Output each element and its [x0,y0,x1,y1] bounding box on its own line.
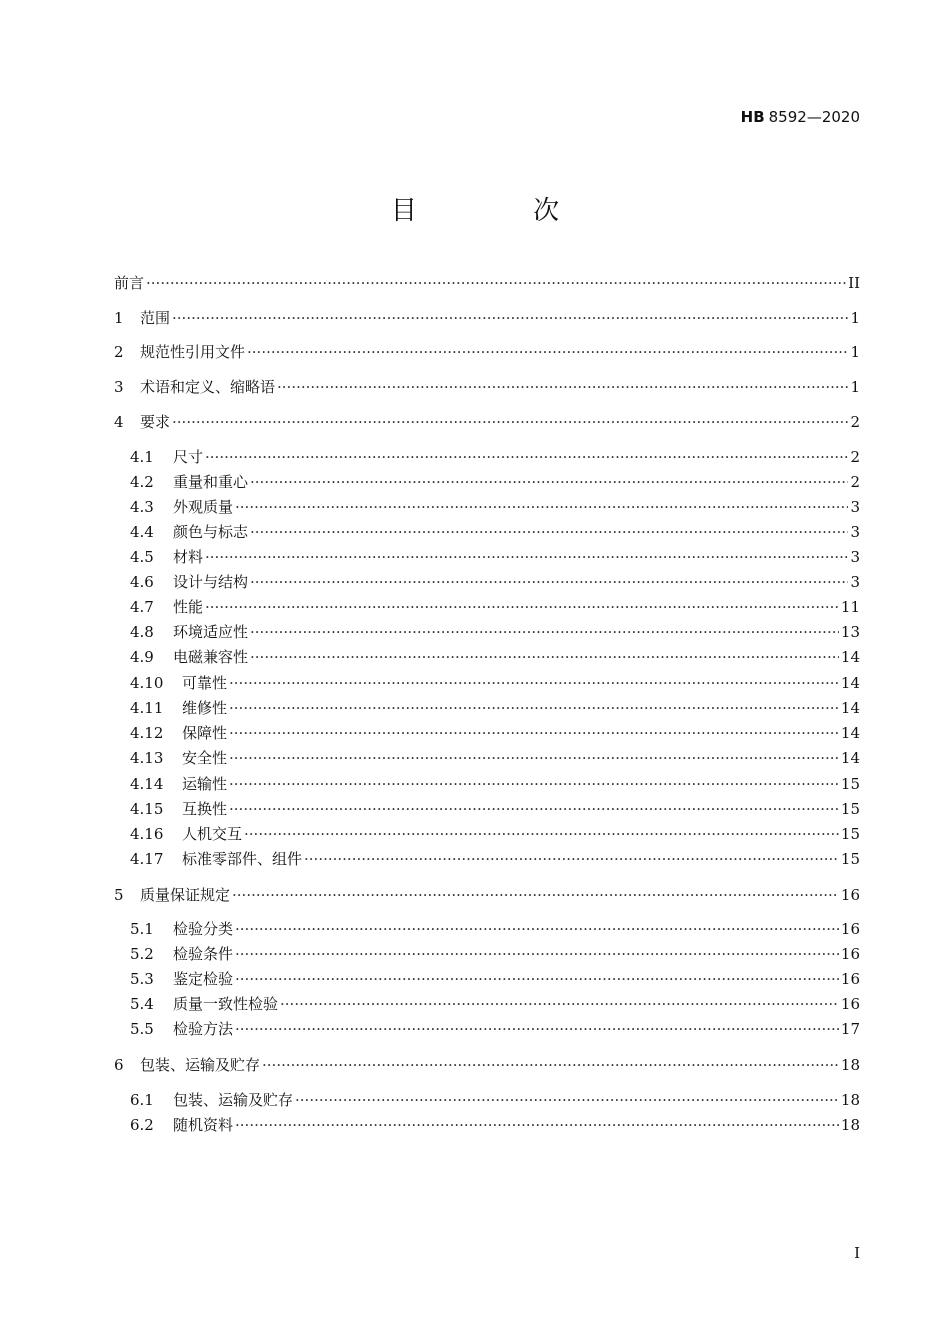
toc-entry[interactable] [130,944,860,964]
toc-entry-label: 性能 [173,598,204,616]
toc-entry-page: 18 [840,1056,860,1074]
toc-entry-number: 4.12 [130,724,164,742]
toc-entry-label: 材料 [173,548,204,566]
toc-entry-number: 6.2 [130,1116,154,1134]
toc-entry-page: 17 [840,1020,860,1038]
toc-entry-label: 鉴定检验 [173,970,234,988]
toc-entry-number: 6 [114,1056,124,1074]
toc-entry-label: 包装、运输及贮存 [140,1056,261,1074]
toc-entry-label: 范围 [140,309,171,327]
toc-entry-page: 15 [840,850,860,868]
toc-entry-label: 安全性 [182,749,228,767]
toc-leader-dots [205,597,839,617]
toc-entry[interactable] [130,597,860,617]
toc-entry-number: 4.3 [130,498,154,516]
toc-leader-dots [205,447,848,467]
toc-leader-dots [250,647,839,667]
toc-entry-label: 术语和定义、缩略语 [140,378,276,396]
toc-entry-number: 4.4 [130,523,154,541]
toc-entry[interactable] [130,994,860,1014]
toc-entry[interactable] [114,308,860,328]
toc-leader-dots [247,342,848,362]
toc-entry-page: 16 [840,995,860,1013]
toc-entry-number: 4.10 [130,674,164,692]
toc-leader-dots [146,273,846,293]
toc-entry[interactable] [130,824,860,844]
toc-leader-dots [235,919,839,939]
toc-entry-page: 3 [850,523,860,541]
toc-entry-label: 随机资料 [173,1116,234,1134]
toc-entry-number: 4.11 [130,699,164,717]
toc-entry-label: 质量一致性检验 [173,995,279,1013]
toc-entry-page: 13 [840,623,860,641]
toc-entry[interactable] [114,273,860,293]
standard-prefix: HB [740,108,765,126]
toc-entry-number: 4.8 [130,623,154,641]
toc-entry-page: 1 [850,378,860,396]
toc-entry[interactable] [130,647,860,667]
standard-number [741,108,860,126]
toc-entry-number: 4.2 [130,473,154,491]
toc-entry-page: 15 [840,825,860,843]
toc-entry-number: 5.5 [130,1020,154,1038]
toc-leader-dots [262,1055,839,1075]
toc-entry-label: 颜色与标志 [173,523,249,541]
toc-entry-page: 3 [850,573,860,591]
toc-entry-number: 4.17 [130,850,164,868]
toc-entry-page: 1 [850,309,860,327]
toc-leader-dots [280,994,839,1014]
toc-entry[interactable] [114,342,860,362]
toc-entry-page: 14 [840,674,860,692]
toc-leader-dots [277,377,848,397]
toc-entry-label: 要求 [140,413,171,431]
toc-entry[interactable] [130,919,860,939]
toc-leader-dots [172,412,848,432]
page-title: 目 次 [390,196,614,226]
toc-entry-number: 1 [114,309,124,327]
toc-leader-dots [229,774,839,794]
toc-entry[interactable] [114,1055,860,1075]
toc-entry-label: 检验分类 [173,920,234,938]
toc-entry-page: 16 [840,945,860,963]
toc-entry[interactable] [114,885,860,905]
toc-entry[interactable] [130,849,860,869]
toc-leader-dots [229,723,839,743]
toc-entry-number: 4.6 [130,573,154,591]
toc-leader-dots [250,522,848,542]
toc-entry[interactable] [130,547,860,567]
toc-leader-dots [229,748,839,768]
toc-entry[interactable] [130,723,860,743]
standard-code: 8592—2020 [768,108,860,126]
toc-entry-page: II [848,274,860,292]
toc-entry-label: 人机交互 [182,825,243,843]
toc-entry-number: 4.7 [130,598,154,616]
toc-entry-label: 尺寸 [173,448,204,466]
toc-entry[interactable] [130,748,860,768]
toc-entry-label: 标准零部件、组件 [182,850,303,868]
toc-entry-label: 可靠性 [182,674,228,692]
toc-entry[interactable] [130,698,860,718]
toc-leader-dots [250,472,848,492]
toc-entry-page: 1 [850,343,860,361]
toc-entry-page: 3 [850,548,860,566]
toc-entry[interactable] [114,412,860,432]
toc-entry-number: 4.14 [130,775,164,793]
toc-entry-label: 检验方法 [173,1020,234,1038]
toc-entry-label: 外观质量 [173,498,234,516]
toc-entry-number: 5.1 [130,920,154,938]
toc-leader-dots [172,308,848,328]
toc-entry-page: 18 [840,1091,860,1109]
toc-entry[interactable] [130,1115,860,1135]
toc-entry-number: 5 [114,886,124,904]
toc-entry-page: 2 [850,473,860,491]
toc-entry-page: 3 [850,498,860,516]
toc-leader-dots [229,799,839,819]
toc-entry[interactable] [130,774,860,794]
toc-entry-label: 检验条件 [173,945,234,963]
toc-entry[interactable] [130,572,860,592]
toc-entry-page: 18 [840,1116,860,1134]
toc-entry-label: 质量保证规定 [140,886,231,904]
toc-leader-dots [229,673,839,693]
toc-entry-page: 14 [840,699,860,717]
toc-entry-page: 16 [840,886,860,904]
toc-leader-dots [232,885,839,905]
toc-entry-number: 5.3 [130,970,154,988]
toc-entry-label: 维修性 [182,699,228,717]
toc-entry-page: 14 [840,749,860,767]
toc-entry-number: 5.2 [130,945,154,963]
toc-leader-dots [235,497,848,517]
toc-entry-label: 设计与结构 [173,573,249,591]
toc-entry-label: 包装、运输及贮存 [173,1091,294,1109]
toc-entry-number: 2 [114,343,124,361]
toc-leader-dots [304,849,839,869]
toc-entry[interactable] [130,447,860,467]
toc-leader-dots [250,622,839,642]
toc-entry-number: 5.4 [130,995,154,1013]
toc-entry-label: 互换性 [182,800,228,818]
toc-entry-label: 保障性 [182,724,228,742]
toc-leader-dots [205,547,848,567]
toc-entry-number: 4.13 [130,749,164,767]
toc-entry[interactable] [130,673,860,693]
toc-entry[interactable] [130,472,860,492]
toc-entry-number: 4.1 [130,448,154,466]
toc-entry[interactable] [130,1090,860,1110]
toc-entry-number: 6.1 [130,1091,154,1109]
toc-leader-dots [235,969,839,989]
toc-entry-number: 3 [114,378,124,396]
toc-entry-number: 4.15 [130,800,164,818]
toc-entry[interactable] [114,377,860,397]
toc-leader-dots [235,1019,839,1039]
toc-leader-dots [250,572,848,592]
toc-entry-page: 14 [840,648,860,666]
toc-entry-label: 运输性 [182,775,228,793]
toc-entry-page: 15 [840,775,860,793]
toc-leader-dots [295,1090,839,1110]
toc-leader-dots [229,698,839,718]
toc-entry-page: 2 [850,413,860,431]
toc-entry[interactable] [130,622,860,642]
toc-entry-label: 电磁兼容性 [173,648,249,666]
toc-entry-label: 前言 [114,274,145,292]
toc-leader-dots [235,944,839,964]
toc-entry[interactable] [130,1019,860,1039]
toc-entry-number: 4.5 [130,548,154,566]
toc-entry-page: 14 [840,724,860,742]
toc-entry-label: 规范性引用文件 [140,343,246,361]
toc-entry-number: 4.9 [130,648,154,666]
toc-leader-dots [244,824,839,844]
page-number: I [854,1244,860,1262]
toc-entry-number: 4.16 [130,825,164,843]
toc-entry[interactable] [130,522,860,542]
toc-entry-label: 重量和重心 [173,473,249,491]
toc-leader-dots [235,1115,839,1135]
toc-entry[interactable] [130,497,860,517]
toc-entry-number: 4 [114,413,124,431]
toc-entry-page: 16 [840,970,860,988]
toc-entry-page: 2 [850,448,860,466]
toc-entry[interactable] [130,799,860,819]
toc-entry-label: 环境适应性 [173,623,249,641]
toc-entry-page: 16 [840,920,860,938]
toc-entry-page: 15 [840,800,860,818]
toc-entry-page: 11 [840,598,860,616]
toc-entry[interactable] [130,969,860,989]
